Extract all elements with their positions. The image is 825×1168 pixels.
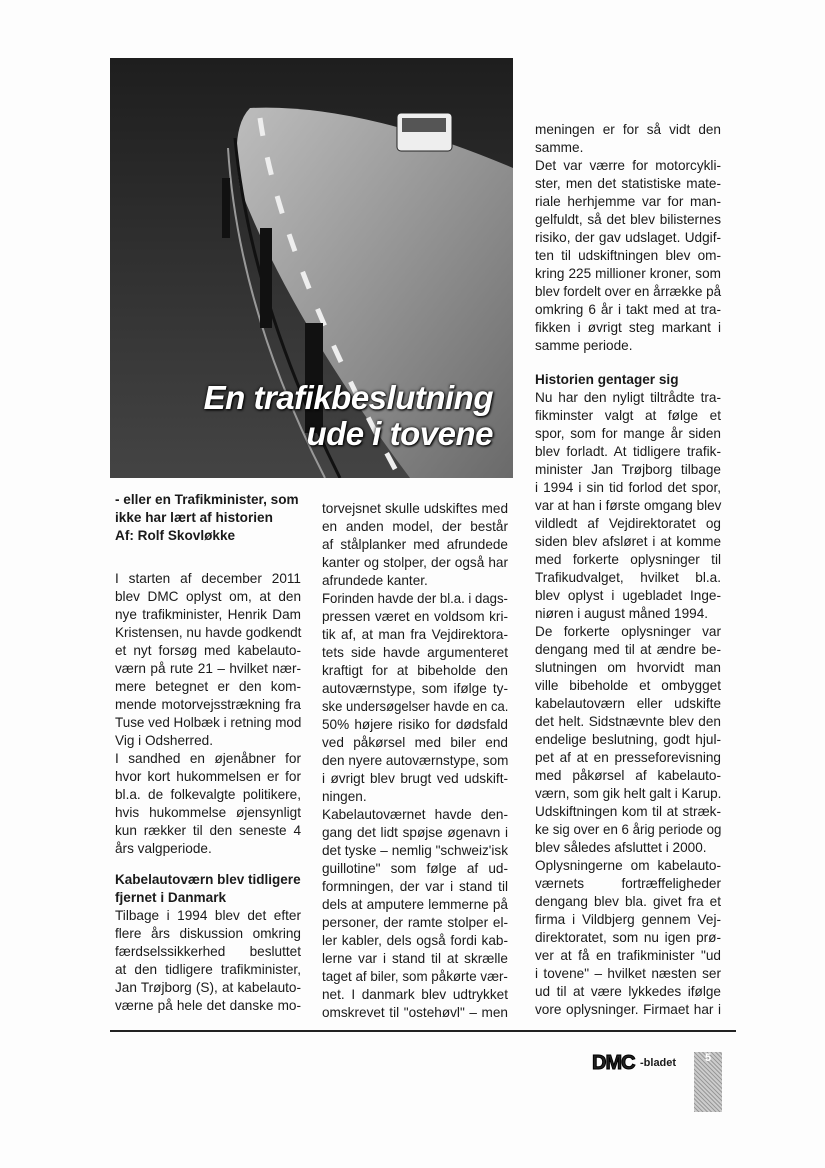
text-line: niøren i august måned 1994. — [535, 606, 709, 621]
footer-rule — [110, 1030, 736, 1032]
text-line: hvis hukommelse øjensynligt — [115, 805, 301, 820]
text-line: I sandhed en øjenåbner for — [115, 751, 301, 766]
text-line: meningen er for så vidt den — [535, 122, 721, 137]
article-column-1 — [115, 491, 301, 1015]
text-line: Kabelautoværn blev tidligere — [115, 872, 301, 887]
text-line: fikminster valgt at følge et — [535, 408, 721, 423]
text-line: blev således afsluttet i 2000. — [535, 840, 707, 855]
text-line: torvejsnet skulle udskiftes med — [322, 501, 508, 516]
text-line: Tuse ved Holbæk i retning mod — [115, 715, 302, 730]
text-line: samme periode. — [535, 338, 633, 353]
text-line: dels at amputere lemmerne på — [322, 897, 508, 912]
text-line: det tyske – nemlig "schweiz'isk — [322, 843, 508, 858]
text-line: lerne var i stand til at skrælle — [322, 951, 508, 966]
text-line: Forinden havde der bl.a. i dags- — [322, 591, 508, 606]
text-line: Vig i Odsherred. — [115, 733, 213, 748]
text-line: Af: Rolf Skovløkke — [115, 528, 236, 543]
text-line: kring 225 millioner kroner, som — [535, 266, 721, 281]
text-line: ved påkørsel med biler end — [322, 735, 508, 750]
text-line: Det var værre for motorcykli- — [535, 158, 721, 173]
text-line: hvor kort hukommelsen er for — [115, 769, 301, 784]
headline-line-2: ude i tovene — [306, 415, 493, 452]
paragraph — [322, 500, 508, 590]
text-line: dengang med til at ændre be- — [535, 642, 721, 657]
text-line: personer, der ramte stolper el- — [322, 915, 508, 930]
text-line: Historien gentager sig — [535, 372, 679, 387]
text-line: Nu har den nyligt tiltrådte tra- — [535, 390, 721, 405]
text-line: riale herhjemme var for man- — [535, 194, 721, 209]
paragraph — [115, 750, 301, 858]
text-line: Kristensen, nu havde godkendt — [115, 625, 302, 640]
paragraph — [322, 806, 508, 1022]
article-column-2 — [322, 500, 508, 1022]
text-line: at den tidligere trafikminister, — [115, 962, 301, 977]
paragraph — [115, 570, 301, 750]
text-line: spor, som for mange år siden — [535, 426, 721, 441]
text-line: tik af, at man fra Vejdirektora- — [322, 627, 508, 642]
text-line: Kabelautoværnet havde den- — [322, 807, 508, 822]
text-line: afrundede kanter. — [322, 573, 428, 588]
text-line: ske undersøgelser havde en ca. — [322, 699, 509, 714]
paragraph — [535, 121, 721, 157]
text-line: pressen været en voldsom kri- — [322, 609, 508, 624]
subtitle — [115, 491, 301, 545]
text-line: minister Jan Trøjborg tilbage — [535, 462, 721, 477]
text-line: risiko, der gav udslaget. Udgif- — [535, 230, 721, 245]
text-line: kabelautoværn eller udskifte — [535, 696, 721, 711]
text-line: De forkerte oplysninger var — [535, 624, 721, 639]
text-line: ikke har lært af historien — [115, 510, 273, 525]
text-line: Udskiftningen kom til at stræk- — [535, 804, 721, 819]
text-line: omkring 6 år i takt med at tra- — [535, 302, 721, 317]
paragraph-gap — [535, 355, 721, 371]
text-line: en anden model, der består — [322, 519, 508, 534]
text-line: i tovene" – hvilket næsten ser — [535, 966, 721, 981]
text-line: vildledt af Vejdirektoratet og — [535, 516, 721, 531]
text-line: med forkerte oplysninger til — [535, 552, 721, 567]
text-line: 50% højere risiko for dødsfald — [322, 717, 508, 732]
text-line: ler kabler, dels også fordi kab- — [322, 933, 508, 948]
text-line: mere betegnet er den kom- — [115, 679, 301, 694]
logo-suffix: -bladet — [640, 1057, 677, 1069]
text-line: i øvrigt blev brugt ved udskift- — [322, 771, 508, 786]
text-line: omskrevet til "ostehøvl" – men — [322, 1005, 508, 1020]
paragraph — [115, 907, 301, 1015]
text-line: i 1994 i sin tid forlod det spor, — [535, 480, 721, 495]
text-line: års valgperiode. — [115, 841, 212, 856]
text-line: kraftigt for at bibeholde den — [322, 663, 508, 678]
paragraph — [535, 857, 721, 1019]
text-line: det helt. Sidstnævnte blev den — [535, 714, 721, 729]
text-line: blev DMC oplyst om, at den — [115, 589, 301, 604]
text-line: ver at få en trafikminister "ud — [535, 948, 721, 963]
text-line: endelige beslutning, godt hjul- — [535, 732, 721, 747]
text-line: firma i Vildbjerg gennem Vej- — [535, 912, 721, 927]
text-line: ningen. — [322, 789, 367, 804]
dmc-logo: DMC — [592, 1052, 635, 1074]
text-line: var at han i første omgang blev — [535, 498, 722, 513]
text-line: samme. — [535, 140, 584, 155]
paragraph — [322, 590, 508, 806]
text-line: Tilbage i 1994 blev det efter — [115, 908, 301, 923]
paragraph-gap — [115, 545, 301, 570]
text-line: I starten af december 2011 — [115, 571, 301, 586]
text-line: kanter og stolper, der også har — [322, 555, 508, 570]
text-line: fikken i øvrigt steg markant i — [535, 320, 721, 335]
text-line: formningen, der var i stand til — [322, 879, 508, 894]
paragraph — [535, 157, 721, 355]
text-line: gelfuldt, så det blev bilisternes — [535, 212, 721, 227]
text-line: mende motorvejsstrækning fra — [115, 697, 301, 712]
text-line: blev forladt. At tidligere trafik- — [535, 444, 721, 459]
text-line: guillotine" som følge af ud- — [322, 861, 508, 876]
text-line: ten til udskiftningen blev om- — [535, 248, 721, 263]
text-line: ster, men det statistiske mate- — [535, 176, 721, 191]
article-photo — [110, 58, 513, 478]
text-line: færdselssikkerhed besluttet — [115, 944, 301, 959]
text-line: den nyere autoværnstype, som — [322, 753, 509, 768]
text-line: autoværnstype, som ifølge ty- — [322, 681, 508, 696]
text-line: værnets fortræffeligheder — [535, 876, 721, 891]
text-line: værne på hele det danske mo- — [115, 998, 301, 1013]
text-line: værn, som gik helt galt i Karup. — [535, 786, 722, 801]
text-line: værn på rute 21 – hvilket nær- — [115, 661, 301, 676]
text-line: gang det lidt spøjse øgenavn i — [322, 825, 508, 840]
text-line: bl.a. de folkevalgte politikere, — [115, 787, 301, 802]
article-column-3 — [535, 121, 721, 1019]
text-line: kun rækker til den seneste 4 — [115, 823, 301, 838]
text-line: blev oplyst i ugebladet Inge- — [535, 588, 721, 603]
paragraph-gap — [115, 858, 301, 871]
paragraph — [535, 389, 721, 623]
text-line: ke sig over en 6 årig periode og — [535, 822, 722, 837]
text-line: Jan Trøjborg (S), at kabelauto- — [115, 980, 301, 995]
text-line: net. I danmark blev udtrykket — [322, 987, 508, 1002]
page-number: 5 — [694, 1052, 722, 1112]
text-line: af stålplanker med afrundede — [322, 537, 508, 552]
paragraph — [535, 623, 721, 857]
text-line: med påkørsel af kabelauto- — [535, 768, 721, 783]
text-line: direktoratet, som nu igen prø- — [535, 930, 721, 945]
text-line: Trafikudvalget, hvilket bl.a. — [535, 570, 721, 585]
text-line: et nyt forsøg med kabelauto- — [115, 643, 301, 658]
text-line: Oplysningerne om kabelauto- — [535, 858, 721, 873]
text-line: slutningen om hvorvidt man — [535, 660, 721, 675]
heading — [535, 371, 721, 389]
text-line: fjernet i Danmark — [115, 890, 227, 905]
text-line: ville bibeholde et ombygget — [535, 678, 721, 693]
text-line: nye trafikminister, Henrik Dam — [115, 607, 301, 622]
heading — [115, 871, 301, 907]
text-line: vore oplysninger. Firmaet har i — [535, 1002, 721, 1017]
text-line: siden blev afsløret i at komme — [535, 534, 721, 549]
text-line: blev fordelt over en årrække på — [535, 284, 722, 299]
text-line: - eller en Trafikminister, som — [115, 492, 299, 507]
text-line: tets side havde argumenteret — [322, 645, 508, 660]
headline-line-1: En trafikbeslutning — [203, 379, 493, 416]
text-line: flere års diskussion omkring — [115, 926, 301, 941]
text-line: taget af biler, som påkørte vær- — [322, 969, 508, 984]
text-line: ud til at være lykkedes ifølge — [535, 984, 721, 999]
text-line: dengang blev bla. givet fra et — [535, 894, 721, 909]
text-line: pet af at en presseforevisning — [535, 750, 721, 765]
